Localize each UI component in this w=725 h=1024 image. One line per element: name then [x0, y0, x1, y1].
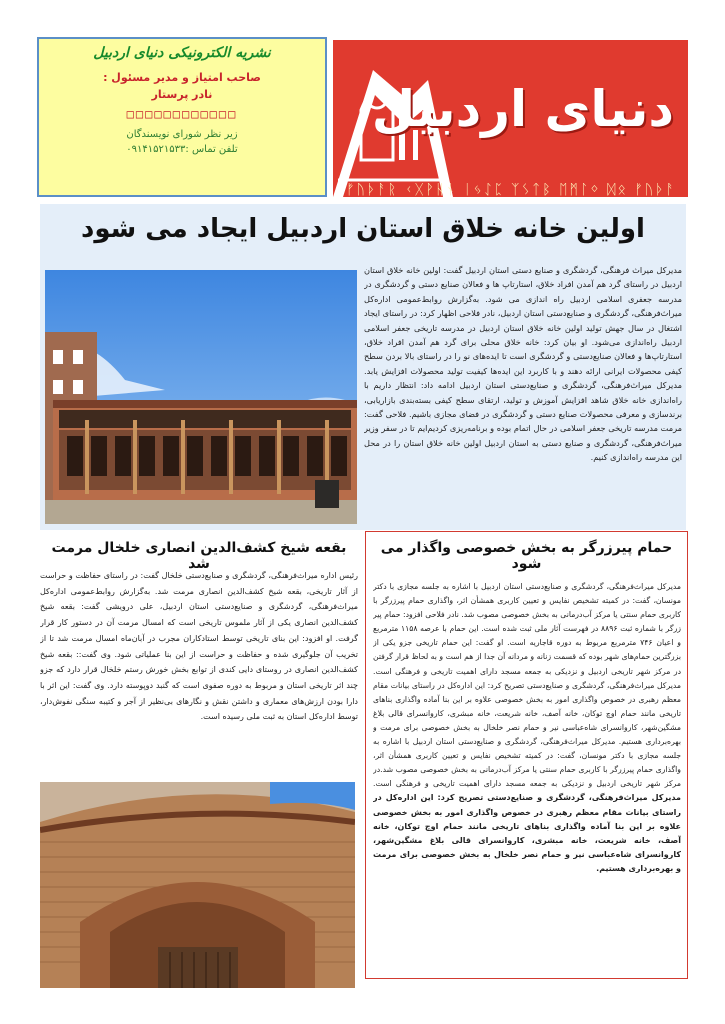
right-article-body — [373, 580, 681, 973]
publication-title: نشریه الکترونیکی دنیای اردبیل — [93, 45, 271, 61]
masthead-info-box — [37, 37, 327, 197]
contact-phone: تلفن تماس :۰۹۱۴۱۵۲۱۵۳۳ — [126, 144, 238, 155]
editorial-board: زیر نظر شورای نویسندگان — [126, 129, 238, 140]
left-article-headline: بقعه شیخ کشف‌الدین انصاری خلخال مرمت شد — [51, 540, 347, 572]
right-article-headline: حمام پیرزرگر به بخش خصوصی واگذار می شود — [380, 540, 673, 572]
license-holder-label: صاحب امتیاز و مدیر مسئول : — [103, 71, 261, 84]
tomb-photo — [40, 782, 355, 988]
madrasa-photo — [45, 270, 357, 524]
main-article-body: مدیرکل میراث فرهنگی، گردشگری و صنایع دستی استان اردبیل گفت: اولین خانه خلاق استان اردبیل در راستای گرد هم آمدن افراد خلاق، استارتاپ ها و فعالان صنایع دستی و گردشگری در مدرسه جعفری اسلامی اردبیل راه اندازی می شود. به‌گزارش روابط‌عمومی اداره‌کل میراث‌فرهنگی، گردشگری و صنایع‌دستی استان اردبیل، نادر فلاحی اظهار کرد: در راستای ایجاد اشتغال در سال جهش تولید اولین خانه خلاق استان اردبیل در مدرسه تاریخی جعفر اسلامی اردبیل راه‌اندازی می‌شود. او بیان کرد: خانه خلاق محلی برای گرد هم آمدن افراد خلاق، استارتاپ‌ها و فعالان صنایع‌دستی و گردشگری است تا ایده‌های نو را در راستای بالا بردن سطح کیفی محصولات ایرانی ارائه دهند و با کاربرد این ایده‌ها کیفیت تولید محصولات افزایش یابد. مدیرکل میراث‌فرهنگی، گردشگری و صنایع‌دستی استان اردبیل ادامه داد: انتظار داریم با راه‌اندازی خانه خلاق شاهد افزایش آموزش و تولید، ارتقای سطح کیفی بسته‌بندی بازاریابی، برندسازی و معرفی محصولات صنایع دستی و گردشگری در فضای مجازی باشیم. فلاحی گفت: مرمت مدرسه تاریخی جعفر اسلامی در حال اتمام بوده و برنامه‌ریزی کردیم‌ایم تا در سفر وزیر میراث‌فرهنگی، گردشگری و صنایع دستی به استان اردبیل اولین خانه خلاق استان را در محل این مدرسه راه‌اندازی کنیم. — [364, 265, 682, 463]
decorative-runes: ᚠᚢᚦᚨᚱ ᚲᚷᚹᚺᚾ ᛁᛃᛇᛈ ᛉᛊᛏᛒ ᛖᛗᛚᛜ ᛞᛟ ᚠᚢᚦᚨ — [346, 182, 676, 197]
masthead-banner — [333, 40, 688, 197]
left-article-body: رئیس اداره میراث‌فرهنگی، گردشگری و صنایع‌دستی خلخال گفت: در راستای حفاظت و حراست از آثار تاریخی، بقعه شیخ کشف‌الدین انصاری مرمت شد. به‌گزارش روابط‌عمومی اداره‌کل میراث‌فرهنگی، گردشگری و صنایع‌دستی استان اردبیل، علی درویشی گفت: بقعه شیخ کشف‌الدین انصاری یکی از آثار ملموس تاریخی است که امسال مرمت آن در دستور کار قرار گرفت. او افزود: این بنای تاریخی توسط استادکاران مجرب در آبان‌ماه امسال مرمت شد تا از تخریب آن جلوگیری شده و حفاظت و حراست از این بنا عملیاتی شود. وی گفت:: بقعه شیخ کشف‌الدین انصاری در روستای دایی کندی از توابع بخش خورش رستم خلخال قرار دارد که جزو چند اثر تاریخی استان و مربوط به دوره صفوی است که گنبد دوپوسته دارد. وی گفت: این اثر با دارا بودن ارزش‌های معماری و داشتن نقش و نگارهای بی‌نظیر از آجر و کتیبه سنگی نفوش‌دار، توسط اداره‌کل استان به ثبت ملی رسیده است. — [40, 571, 358, 722]
main-headline: اولین خانه خلاق استان اردبیل ایجاد می شود — [81, 214, 645, 244]
logo-text: دنیای اردبیل — [371, 80, 674, 138]
placeholder-boxes: □□□□□□□□□□□□ — [126, 107, 238, 121]
license-holder-name: نادر پرستار — [151, 88, 213, 101]
right-article-text: مدیرکل میراث‌فرهنگی، گردشگری و صنایع‌دستی استان اردبیل با اشاره به جلسه مجازی با دکتر مونسان، گفت: در کمیته تشخیص نفایس و تعیین کاربری همشأن اثر، واگذاری حمام پیرزرگر با کاربری حمام سنتی یا مرکز آب‌درمانی به بخش خصوصی مصوب شد. نادر فلاحی افزود: حمام پیر زرگر با شماره ثبت ۸۸۹۶ در فهرست آثار ملی ثبت شده است. این حمام با عرصه ۱۱۵۸ مترمربع و اعیان ۷۴۶ مترمربع مربوط به دوره قاجاریه است. او گفت: این حمام تاریخی جزو یکی از بزرگترین حمام‌های شهر بوده که قسمت زنانه و مردانه آن جدا از هم است و به لحاظ قرار گرفتن در مرکز شهر تاریخی اردبیل و نزدیکی به جمعه مسجد دارای اهمیت تاریخی و فرهنگی است. مدیرکل میراث‌فرهنگی، گردشگری و صنایع‌دستی تصریح کرد: این اداره‌کل در راستای بیانات مقام معظم رهبری در خصوص واگذاری امور به بخش خصوصی علاوه بر این بنا آماده واگذاری بناهای تاریخی مانند حمام اوچ توکان، خانه آصف، خانه شریعت، خانه مبشری، کاروانسرای قالی بلاغ مشگین‌شهر، کاروانسرای شاه‌عباسی نیر و حمام نصر خلخال به بخش خصوصی برای مرمت و بهره‌برداری هستیم. مدیرکل میراث‌فرهنگی، گردشگری و صنایع‌دستی استان اردبیل با اشاره به جلسه مجازی با دکتر مونسان، گفت: در کمیته تشخیص نفایس و تعیین کاربری همشأن اثر، واگذاری حمام پیرزرگر با کاربری حمام سنتی یا مرکز آب‌درمانی به بخش خصوصی مصوب شد.در مرکز شهر تاریخی اردبیل و نزدیکی به جمعه مسجد دارای اهمیت تاریخی و فرهنگی است. — [373, 582, 681, 789]
right-article-bold-text: مدیرکل میراث‌فرهنگی، گردشگری و صنایع‌دستی تصریح کرد: این اداره‌کل در راستای بیانات مقام معظم رهبری در خصوص واگذاری امور به بخش خصوصی علاوه بر این بنا آماده واگذاری بناهای تاریخی مانند حمام اوچ توکان، خانه آصف، خانه شریعت، خانه مبشری، کاروانسرای قالی بلاغ مشگین‌شهر، کاروانسرای شاه‌عباسی نیر و حمام نصر خلخال به بخش خصوصی برای مرمت و بهره‌برداری هستیم. — [373, 793, 681, 873]
